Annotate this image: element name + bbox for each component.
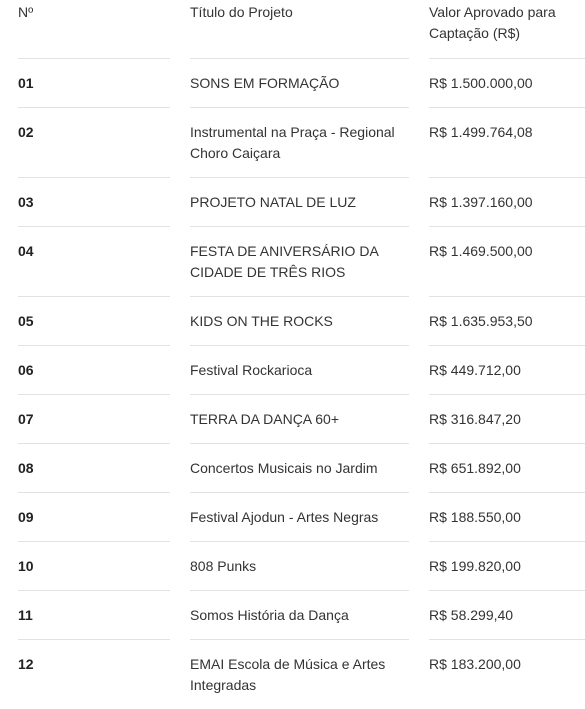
table-row (0, 493, 585, 542)
row-number: 05 (0, 297, 190, 346)
row-value: R$ 183.200,00 (429, 656, 521, 672)
row-number: 03 (0, 178, 190, 227)
row-number: 08 (0, 444, 190, 493)
table-row (0, 346, 585, 395)
row-title: FESTA DE ANIVERSÁRIO DA CIDADE DE TRÊS RIOS (190, 227, 429, 297)
row-title: Festival Ajodun - Artes Negras (190, 493, 429, 542)
row-value: R$ 1.469.500,00 (429, 227, 585, 297)
row-value: R$ 1.499.764,08 (429, 108, 585, 178)
header-value: Valor Aprovado para Captação (R$) (429, 0, 585, 59)
row-title: EMAI Escola de Música e Artes Integradas (190, 656, 386, 693)
row-value: R$ 1.635.953,50 (429, 297, 585, 346)
row-title: PROJETO NATAL DE LUZ (190, 178, 429, 227)
row-number: 02 (0, 108, 190, 178)
table-row (0, 444, 585, 493)
row-value: R$ 1.397.160,00 (429, 178, 585, 227)
row-title: SONS EM FORMAÇÃO (190, 59, 429, 108)
row-value: R$ 651.892,00 (429, 444, 585, 493)
table-row (0, 108, 585, 178)
table-row (0, 591, 585, 640)
row-number: 11 (0, 591, 190, 640)
row-title: 808 Punks (190, 542, 429, 591)
row-number: 01 (0, 59, 190, 108)
header-title: Título do Projeto (190, 0, 429, 59)
table-row (0, 178, 585, 227)
table-row (0, 227, 585, 297)
row-title: KIDS ON THE ROCKS (190, 297, 429, 346)
row-value: R$ 188.550,00 (429, 493, 585, 542)
table-row (0, 395, 585, 444)
row-number: 06 (0, 346, 190, 395)
row-title: Concertos Musicais no Jardim (190, 444, 429, 493)
row-title: Somos História da Dança (190, 591, 429, 640)
row-title: Festival Rockarioca (190, 346, 429, 395)
row-value: R$ 449.712,00 (429, 346, 585, 395)
row-title: Instrumental na Praça - Regional Choro Caiçara (190, 108, 429, 178)
row-value: R$ 1.500.000,00 (429, 59, 585, 108)
header-number: Nº (0, 0, 190, 59)
row-value: R$ 316.847,20 (429, 395, 585, 444)
table-row (0, 59, 585, 108)
row-title: TERRA DA DANÇA 60+ (190, 395, 429, 444)
table-row (0, 640, 585, 709)
row-number: 09 (0, 493, 190, 542)
table-header-row (0, 0, 585, 59)
row-number: 07 (0, 395, 190, 444)
row-value: R$ 199.820,00 (429, 542, 585, 591)
row-number: 12 (18, 656, 34, 672)
table-row (0, 542, 585, 591)
table-row (0, 297, 585, 346)
row-number: 04 (0, 227, 190, 297)
row-value: R$ 58.299,40 (429, 591, 585, 640)
row-number: 10 (0, 542, 190, 591)
